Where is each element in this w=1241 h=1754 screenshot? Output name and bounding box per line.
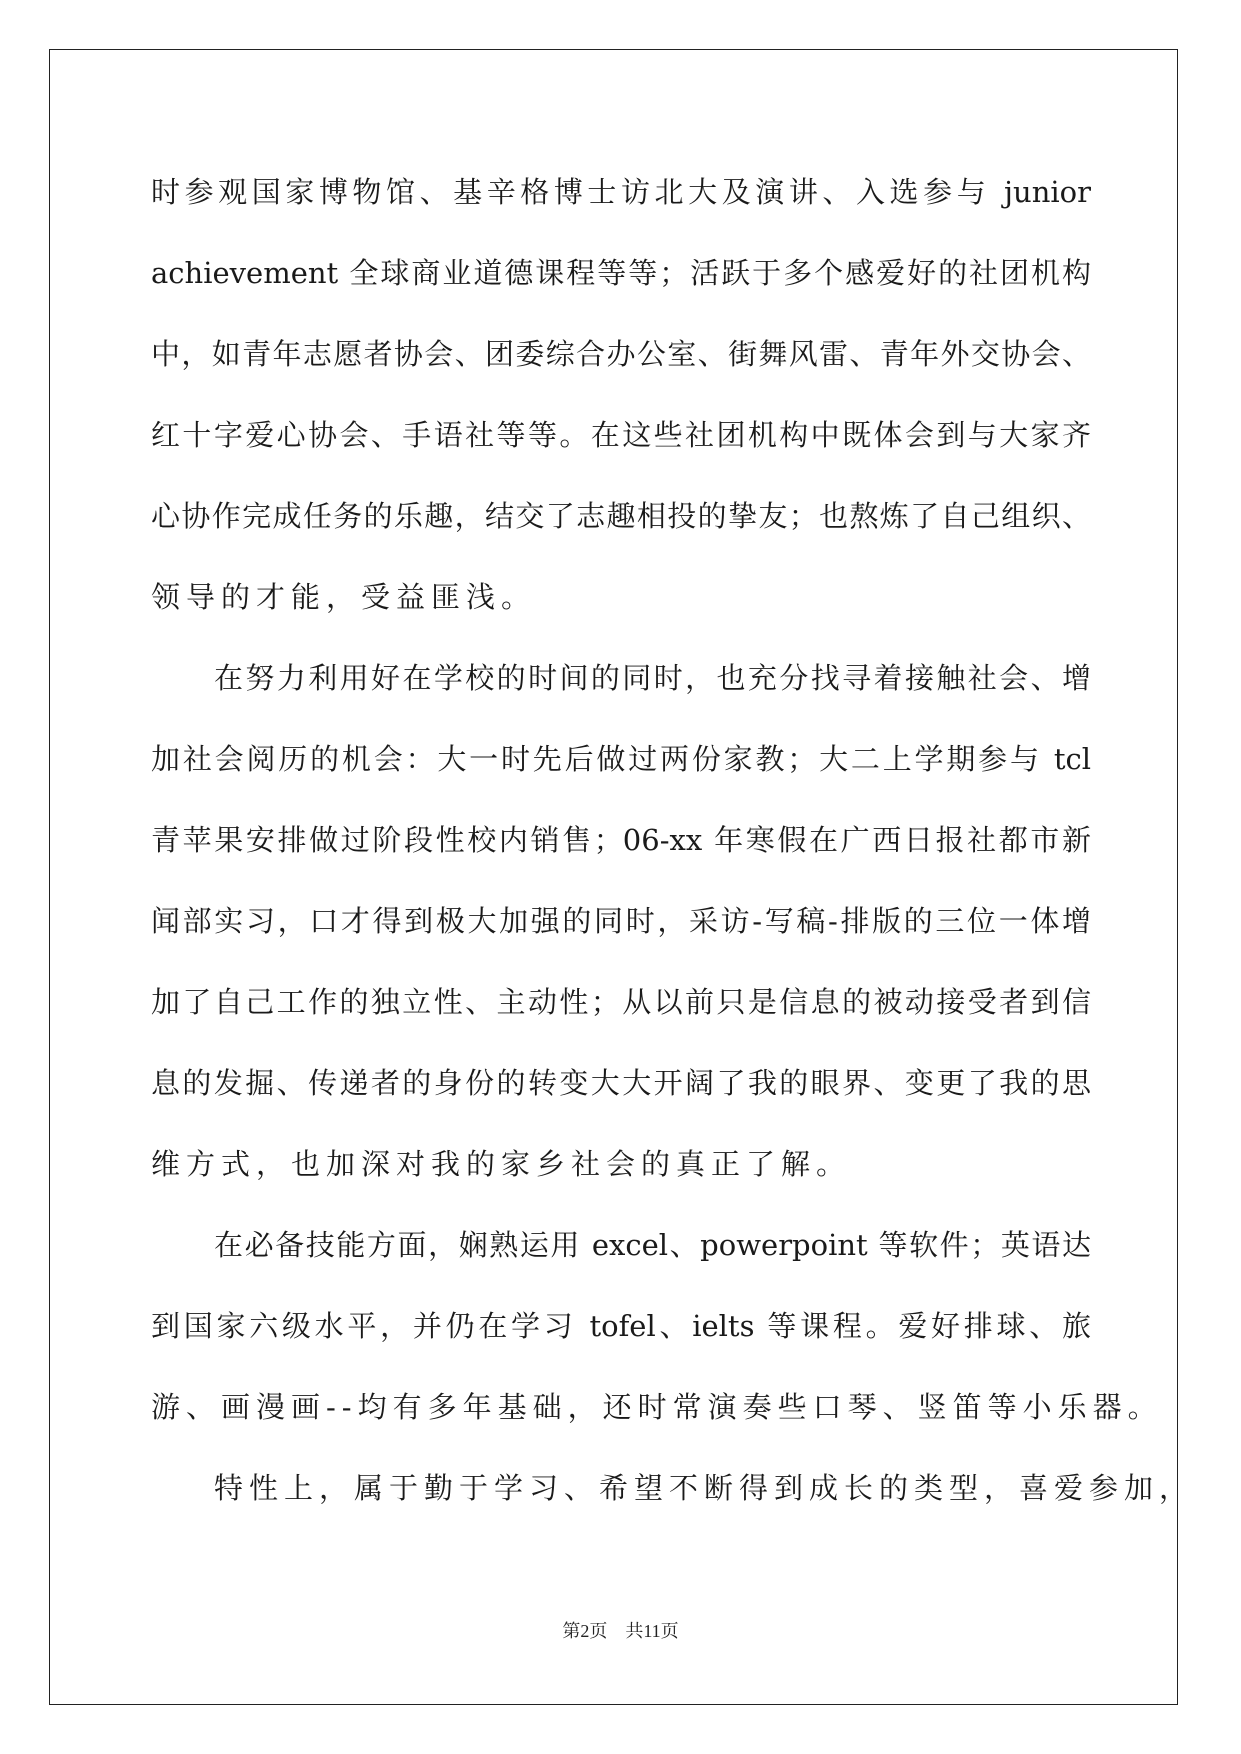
page-footer	[0, 1617, 1241, 1643]
document-body	[151, 162, 1195, 1539]
text-line: 领导的才能，受益匪浅。	[151, 580, 537, 614]
text-line: 游、画漫画--均有多年基础，还时常演奏些口琴、竖笛等小乐器。	[151, 1390, 1163, 1424]
text-line: 息的发掘、传递者的身份的转变大大开阔了我的眼界、变更了我的思	[151, 1066, 1091, 1100]
text-line: 维方式，也加深对我的家乡社会的真正了解。	[151, 1147, 852, 1181]
text-line: 中，如青年志愿者协会、团委综合办公室、街舞风雷、青年外交协会、	[151, 337, 1091, 371]
text-line: 青苹果安排做过阶段性校内销售；06-xx 年寒假在广西日报社都市新	[151, 823, 1091, 857]
text-line: 闻部实习，口才得到极大加强的同时，采访-写稿-排版的三位一体增	[151, 904, 1091, 938]
page-number-current: 第2页	[562, 1621, 608, 1641]
text-line: 时参观国家博物馆、基辛格博士访北大及演讲、入选参与 junior	[151, 175, 1091, 209]
text-line: 心协作完成任务的乐趣，结交了志趣相投的挚友；也熬炼了自己组织、	[151, 499, 1091, 533]
paragraph-first-line: 在努力利用好在学校的时间的同时，也充分找寻着接触社会、增	[214, 661, 1091, 695]
paragraph-first-line: 特性上，属于勤于学习、希望不断得到成长的类型，喜爱参加，	[214, 1471, 1195, 1505]
text-line: 加社会阅历的机会：大一时先后做过两份家教；大二上学期参与 tcl	[151, 742, 1091, 776]
text-line: 红十字爱心协会、手语社等等。在这些社团机构中既体会到与大家齐	[151, 418, 1091, 452]
text-line: 加了自己工作的独立性、主动性；从以前只是信息的被动接受者到信	[151, 985, 1091, 1019]
text-line: achievement 全球商业道德课程等等；活跃于多个感爱好的社团机构	[151, 256, 1091, 290]
text-line: 到国家六级水平，并仍在学习 tofel、ielts 等课程。爱好排球、旅	[151, 1309, 1091, 1343]
paragraph-first-line: 在必备技能方面，娴熟运用 excel、powerpoint 等软件；英语达	[214, 1228, 1091, 1262]
page-number-total: 共11页	[625, 1621, 679, 1641]
